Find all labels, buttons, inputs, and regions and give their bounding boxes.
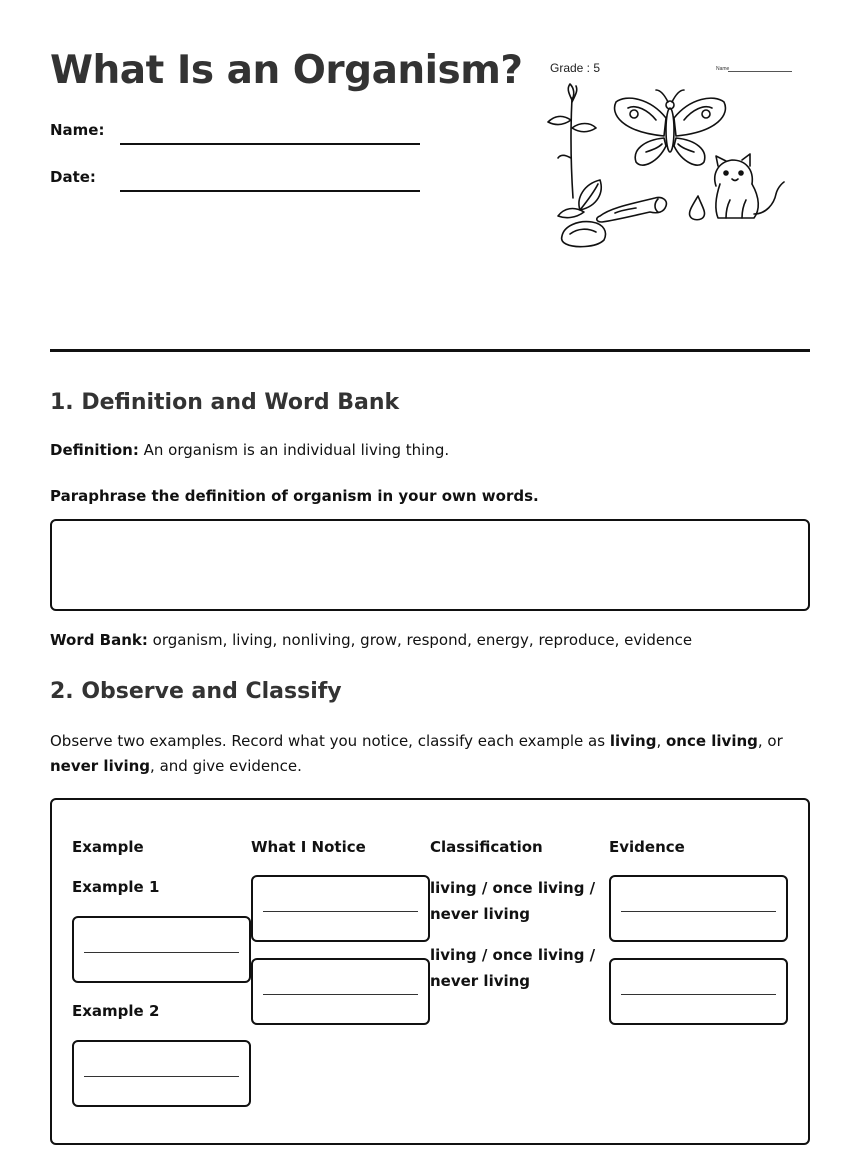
section1-heading: 1. Definition and Word Bank bbox=[50, 390, 400, 415]
grade-label: Grade : 5 bbox=[550, 61, 601, 75]
write-line bbox=[84, 952, 239, 953]
word-bank-words: organism, living, nonliving, grow, respond, energy, reproduce, evidence bbox=[152, 631, 693, 649]
name-field[interactable] bbox=[120, 143, 420, 145]
option-never-living: never living bbox=[50, 757, 151, 775]
write-line bbox=[263, 994, 418, 995]
butterfly-icon bbox=[615, 90, 726, 165]
plant-icon bbox=[548, 84, 596, 198]
write-line bbox=[621, 911, 776, 912]
header-divider bbox=[50, 349, 810, 352]
column-header-classification: Classification bbox=[430, 838, 543, 856]
column-header-example: Example bbox=[72, 838, 144, 856]
instructions-sep1: , bbox=[656, 732, 666, 750]
definition-label: Definition: bbox=[50, 441, 139, 459]
example-2-label: Example 2 bbox=[72, 1002, 160, 1020]
section2-heading: 2. Observe and Classify bbox=[50, 679, 342, 704]
observe-instructions bbox=[50, 729, 810, 779]
write-line bbox=[621, 994, 776, 995]
date-field[interactable] bbox=[120, 190, 420, 192]
column-header-evidence: Evidence bbox=[609, 838, 685, 856]
option-living: living bbox=[609, 732, 657, 750]
page-title: What Is an Organism? bbox=[50, 48, 523, 93]
paraphrase-answer-box[interactable] bbox=[50, 519, 810, 611]
write-line bbox=[84, 1076, 239, 1077]
evidence-2-input[interactable] bbox=[609, 958, 788, 1025]
notice-1-input[interactable] bbox=[251, 875, 430, 942]
definition-text bbox=[50, 438, 810, 463]
column-header-notice: What I Notice bbox=[251, 838, 366, 856]
rock-icon bbox=[562, 222, 606, 247]
option-once-living: once living bbox=[666, 732, 758, 750]
date-label: Date: bbox=[50, 168, 96, 186]
log-icon bbox=[558, 180, 666, 222]
example-1-label: Example 1 bbox=[72, 878, 160, 896]
paraphrase-prompt: Paraphrase the definition of organism in your own words. bbox=[50, 487, 539, 505]
evidence-1-input[interactable] bbox=[609, 875, 788, 942]
instructions-part2: , and give evidence. bbox=[150, 757, 302, 775]
notice-2-input[interactable] bbox=[251, 958, 430, 1025]
organism-illustration bbox=[540, 58, 800, 258]
instructions-part1: Observe two examples. Record what you notice, classify each example as bbox=[50, 732, 610, 750]
write-line bbox=[263, 911, 418, 912]
classification-2-options[interactable]: living / once living / never living bbox=[430, 946, 596, 990]
water-drop-icon bbox=[689, 196, 704, 220]
classification-1-options[interactable]: living / once living / never living bbox=[430, 879, 596, 923]
instructions-sep2: , or bbox=[757, 732, 783, 750]
illustration-name-label: Name bbox=[716, 66, 730, 72]
definition-body: An organism is an individual living thing. bbox=[143, 441, 450, 459]
word-bank-label: Word Bank: bbox=[50, 631, 148, 649]
name-label: Name: bbox=[50, 121, 105, 139]
word-bank bbox=[50, 628, 810, 653]
example-2-input[interactable] bbox=[72, 1040, 251, 1107]
cat-icon bbox=[715, 154, 784, 218]
example-1-input[interactable] bbox=[72, 916, 251, 983]
